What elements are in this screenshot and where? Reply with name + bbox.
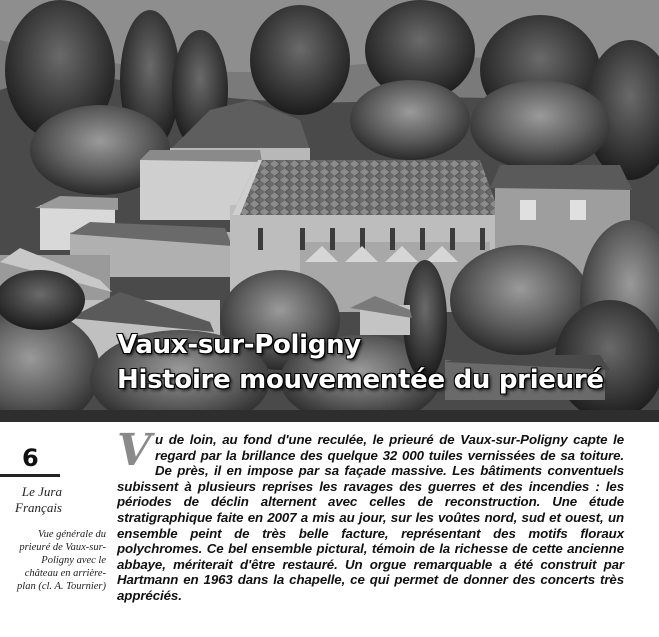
title-line-2: Histoire mouvementée du prieuré — [117, 365, 604, 395]
article-body — [117, 425, 624, 604]
photo-caption: Vue générale du prieuré de Vaux-sur-Poligny avec le château en arrière-plan (cl. A. Tournier) — [17, 529, 106, 592]
drop-cap: V — [117, 425, 152, 476]
title-line-1: Vaux-sur-Poligny — [117, 330, 361, 360]
page-number: 6 — [22, 444, 39, 472]
journal-name — [6, 484, 62, 516]
journal-line-2: Français — [15, 500, 62, 515]
page-number-rule — [0, 474, 60, 477]
journal-line-1: Le Jura — [21, 484, 62, 499]
article-title — [117, 328, 604, 398]
article-text: u de loin, au fond d'une reculée, le prieuré de Vaux-sur-Poligny capte le regard par la brillance des quelque 32 000 tuiles vernissées de sa toiture. De près, il en impose par sa façade massive. Les bâtiments conventuels subissent à plusieurs reprises les ravages des guerres et des incendies : les périodes de déclin alternent avec celles de reconstruction. Une étude stratigraphique faite en 2007 a mis au jour, sur les voûtes nord, sud et ouest, un ensemble peint de très belle facture, représentant des motifs floraux polychromes. Ce bel ensemble pictural, témoin de la richesse de cette ancienne abbaye, mériterait d'être restauré. Un orgue remarquable a été construit par Hartmann en 1963 dans la chapelle, ce qui permet de donner des concerts très appréciés. — [117, 432, 624, 603]
